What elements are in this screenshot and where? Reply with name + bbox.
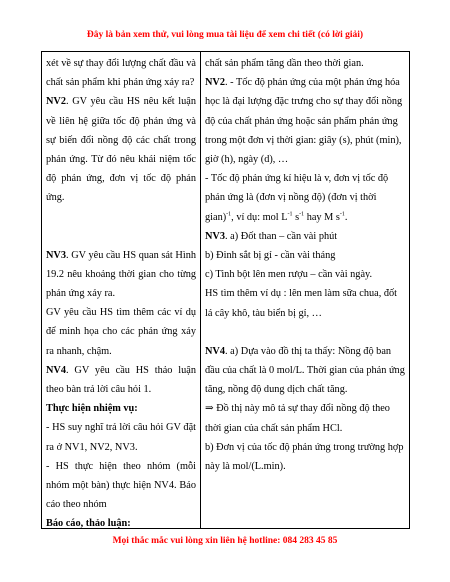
task-1: - HS suy nghĩ trả lời câu hỏi GV đặt ra ở NV1, NV2, NV3. bbox=[46, 422, 196, 453]
right-nv2 bbox=[205, 73, 407, 169]
unit-example: hay M s bbox=[304, 211, 340, 223]
nv4-label: NV4 bbox=[46, 364, 67, 376]
right-nv4-conclusion: ⇒ Đồ thị này mô tả sự thay đổi nồng độ theo thời gian của chất sản phẩm HCl. bbox=[205, 403, 390, 434]
spacer bbox=[205, 323, 407, 342]
unit-example: . bbox=[344, 211, 348, 223]
nv4-text: . GV yêu cầu HS thảo luận theo bàn trả lời câu hỏi 1. bbox=[46, 364, 196, 396]
report-heading: Báo cáo, thảo luận: bbox=[46, 518, 131, 529]
right-nv3-c: c) Tinh bột lên men rượu – cần vài ngày. bbox=[205, 269, 373, 281]
right-nv4-b: b) Đơn vị của tốc độ phản ứng trong trường hợp này là mol/(L.min). bbox=[205, 441, 404, 473]
unit-text: - Tốc độ phản ứng kí hiệu là v, đơn vị tốc độ phản ứng là (đơn vị nồng độ) (đơn vị thời gian) bbox=[205, 173, 389, 223]
left-nv4 bbox=[46, 361, 196, 399]
preview-banner: Đây là bản xem thử, vui lòng mua tài liệu để xem chi tiết (có lời giải) bbox=[86, 30, 364, 40]
nv4-label: NV4 bbox=[205, 345, 226, 357]
right-intro: chất sản phẩm tăng dần theo thời gian. bbox=[205, 58, 364, 69]
unit-sup: -1 bbox=[299, 211, 305, 218]
right-nv4-a bbox=[205, 342, 407, 400]
unit-example: s bbox=[292, 211, 300, 223]
left-nv3 bbox=[46, 246, 196, 304]
hotline-footer: Mọi thắc mắc vui lòng xin liên hệ hotline: 084 283 45 85 bbox=[112, 536, 338, 546]
content-table bbox=[41, 51, 410, 529]
left-examples: GV yêu cầu HS tìm thêm các ví dụ để minh họa cho các phản ứng xảy ra nhanh, chậm. bbox=[46, 307, 196, 357]
unit-sup: -1 bbox=[226, 211, 232, 218]
nv4-a-text: . a) Dựa vào đồ thị ta thấy: Nồng độ ban đầu của chất là 0 mol/L. Thời gian của phản ứng tăng, nồng độ dung dịch chất tăng. bbox=[205, 345, 405, 396]
unit-sup: -1 bbox=[339, 211, 345, 218]
unit-example: , ví dụ: mol L bbox=[231, 211, 288, 223]
right-nv3-b: b) Đinh sắt bị gỉ - cần vài tháng bbox=[205, 250, 336, 262]
unit-sup: -1 bbox=[287, 211, 293, 218]
right-nv3-a bbox=[205, 227, 407, 246]
task-2: - HS thực hiện theo nhóm (mỗi nhóm một bàn) thực hiện NV4. Báo cáo theo nhóm bbox=[46, 460, 196, 511]
nv3-a-text: . a) Đốt than – cần vài phút bbox=[225, 230, 338, 242]
left-nv2 bbox=[46, 92, 196, 207]
nv2-label: NV2 bbox=[46, 96, 67, 108]
task-heading: Thực hiện nhiệm vụ: bbox=[46, 403, 138, 415]
nv3-text: . GV yêu cầu HS quan sát Hình 19.2 nêu khoảng thời gian cho từng phản ứng xảy ra. bbox=[46, 249, 196, 300]
left-intro: xét về sự thay đổi lượng chất đầu và chất sản phẩm khi phản ứng xảy ra? bbox=[46, 58, 196, 89]
nv2-label: NV2 bbox=[205, 77, 226, 89]
spacer bbox=[46, 208, 196, 246]
right-column bbox=[205, 54, 407, 476]
nv3-label: NV3 bbox=[205, 230, 226, 242]
column-divider bbox=[200, 52, 201, 528]
nv2-text: . - Tốc độ phản ứng của một phản ứng hóa học là đại lượng đặc trưng cho sự thay đổi nồng độ của chất phản ứng hoặc sản phẩm phản ứng trong một đơn vị thời gian: giây (s), phút (min), giờ (h), ngày (d), … bbox=[205, 77, 403, 166]
left-column bbox=[46, 54, 196, 529]
nv2-text: . GV yêu cầu HS nêu kết luận về liên hệ giữa tốc độ phản ứng và sự biến đổi nồng độ các chất trong phản ứng. Từ đó nêu khái niệm tốc độ phản ứng, đơn vị tốc độ phản ứng. bbox=[46, 96, 196, 204]
right-nv3-examples: HS tìm thêm ví dụ : lên men làm sữa chua, đốt lá cây khô, tàu biển bị gỉ, … bbox=[205, 288, 398, 319]
rate-unit bbox=[205, 169, 407, 227]
nv3-label: NV3 bbox=[46, 249, 67, 261]
